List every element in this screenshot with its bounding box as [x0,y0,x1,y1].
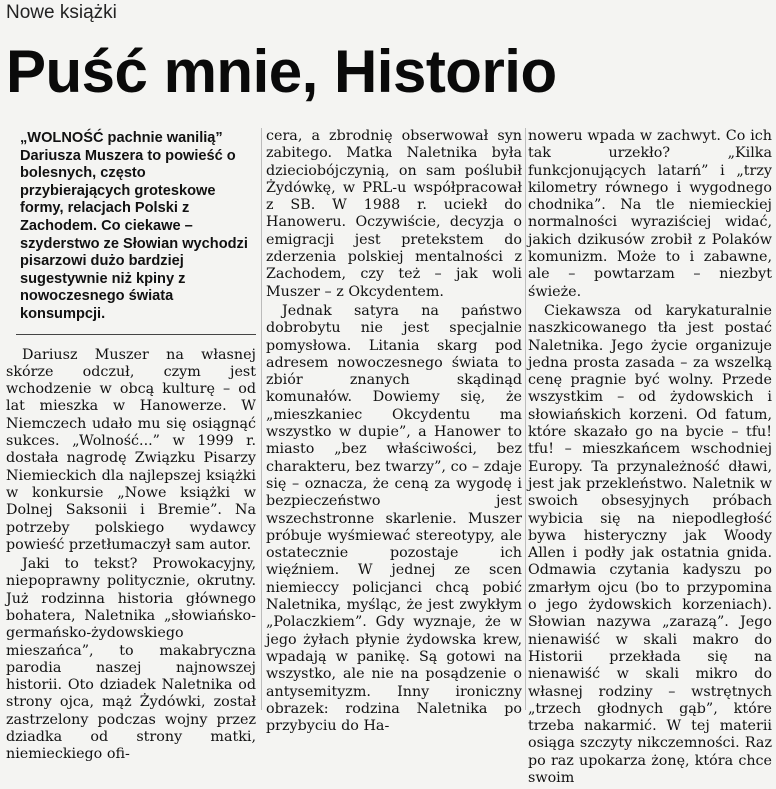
article-column-2 [266,128,522,737]
paragraph: Jaki to tekst? Prowokacyjny, niepoprawny politycznie, okrutny. Już rodzinna historia głównego bohatera, Naletnika „słowiańsko-germańsko-żydowskiego mieszańca”, to makabryczna parodia naszej najnowszej historii. Oto dziadek Naletnika od strony ojca, mąż Żydówki, został zastrzelony podczas wojny przez dziadka od strony matki, niemieckiego ofi- [6,556,256,763]
paragraph: Ciekawsza od karykaturalnie naszkicowanego tła jest postać Naletnika. Jego życie organizuje jedna prosta zasada – za wszelką cenę pragnie być wolny. Przede wszystkim – od żydowskich i słowiańskich korzeni. Od fatum, które skazało go na bycie – tfu! tfu! – mieszkańcem wschodniej Europy. Ta przynależność dławi, jest jak przekleństwo. Naletnik w swoich obsesyjnych próbach wybicia się na niepodległość bywa histeryczny jak Woody Allen i podły jak ostatnia gnida. Odmawia czytania kadyszu po zmarłym ojcu (bo to przypomina o jego żydowskich korzeniach). Słowian nazywa „zarazą”. Jego nienawiść w skali makro do Historii przekłada się na nienawiść w skali mikro do własnej rodziny – wstrętnych „trzech głodnych gąb”, które trzeba nakarmić. W tej materii osiąga szczyty nikczemności. Raz po raz upokarza żonę, która chce swoim [528,302,772,786]
lead-divider [16,334,256,335]
article-column-3 [528,128,772,789]
article-headline: Puść mnie, Historio [6,38,557,105]
section-label: Nowe książki [6,2,117,23]
paragraph: Dariusz Muszer na własnej skórze odczuł, czym jest wchodzenie w obcą kulturę – od lat mieszka w Hanowerze. W Niemczech udało mu się osiągnąć sukces. „Wolność...” w 1999 r. dostała nagrodę Związku Pisarzy Niemieckich dla najlepszej książki w konkursie „Nowe książki w Dolnej Saksonii i Bremie”. Na potrzeby polskiego wydawcy powieść przetłumaczył sam autor. [6,346,256,553]
column-divider [525,128,526,710]
article-column-1 [6,126,256,766]
column-divider [261,128,262,710]
paragraph: Jednak satyra na państwo dobrobytu nie jest specjalnie pomysłowa. Litania skarg pod adresem nowoczesnego świata to zbiór znanych skądinąd komunałów. Dowiemy się, że „mieszkaniec Okcydentu ma wszystko w dupie”, a Hanower to miasto „bez właściwości, bez charakteru, bez twarzy”, co – zdaje się – oznacza, że ceną za wygodę i bezpieczeństwo jest wszechstronne skarlenie. Muszer próbuje wyśmiewać stereotypy, ale ostatecznie pozostaje ich więźniem. W jednej ze scen niemieccy policjanci chcą pobić Naletnika, myśląc, że jest zwykłym „Polaczkiem”. Gdy wyznaje, że w jego żyłach płynie żydowska krew, wpadają w panikę. Są gotowi na wszystko, ale nie na posądzenie o antysemityzm. Inny ironiczny obrazek: rodzina Naletnika po przybyciu do Ha- [266,302,522,735]
paragraph: cera, a zbrodnię obserwował syn zabitego. Matka Naletnika była dzieciobójczynią, on sam poślubił Żydówkę, w PRL-u współpracował z SB. W 1988 r. uciekł do Hanoweru. Oczywiście, decyzja o emigracji jest pretekstem do zderzenia polskiej mentalności z Zachodem, czy też – jak woli Muszer – z Okcydentem. [266,128,522,300]
paragraph: noweru wpada w zachwyt. Co ich tak urzekło? „Kilka funkcjonujących latarń” i „trzy kilometry równego i wygodnego chodnika”. Na tle niemieckiej normalności wyraziściej widać, jakich dzikusów zrobił z Polaków komunizm. Może to i zabawne, ale – powtarzam – niezbyt świeże. [528,128,772,300]
article-lead: „WOLNOŚĆ pachnie wanilią” Dariusza Muszera to powieść o bolesnych, często przybierających groteskowe formy, relacjach Polski z Zachodem. Co ciekawe – szyderstwo ze Słowian wychodzi pisarzowi dużo bardziej sugestywnie niż kpiny z nowoczesnego świata konsumpcji. [20,130,248,322]
